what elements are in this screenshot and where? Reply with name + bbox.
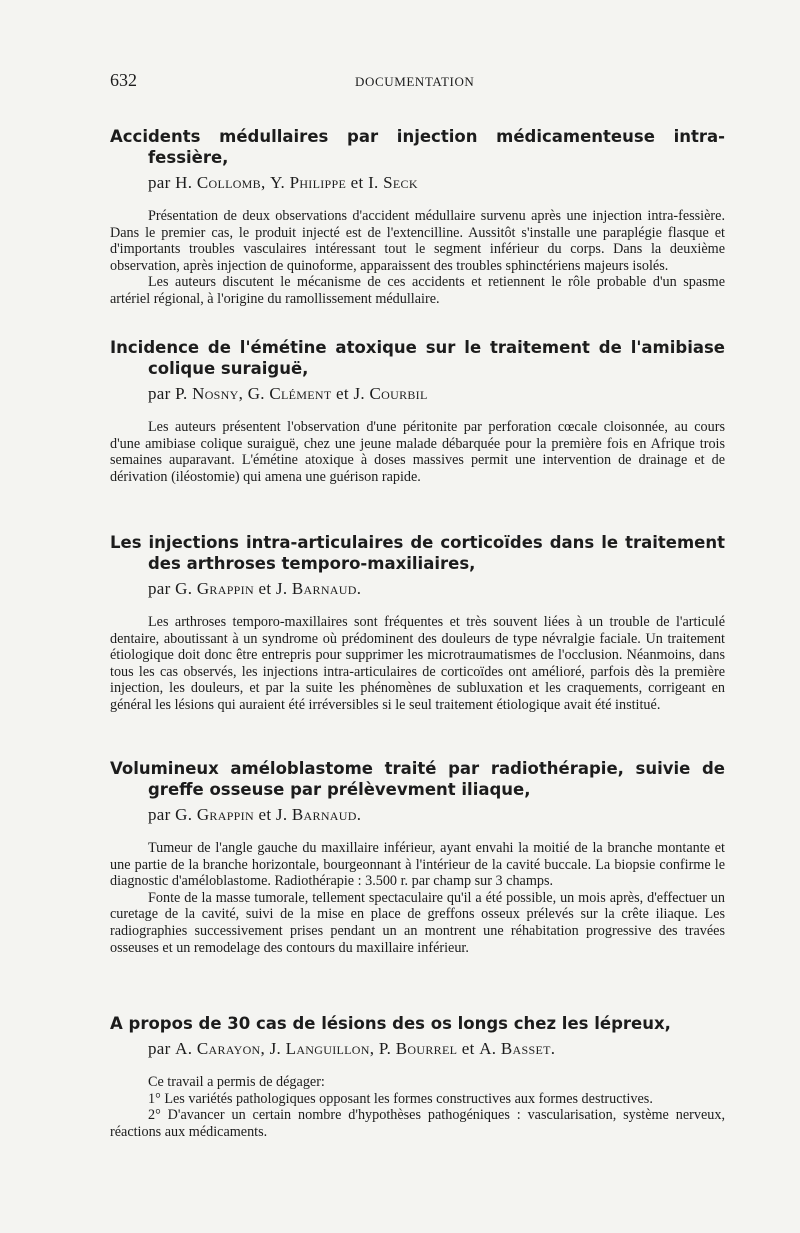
abstract-list-item: 2° D'avancer un certain nombre d'hypothèses pathogéniques : vascularisation, système nerveux, réactions aux médicaments. [110,1107,725,1140]
abstract-paragraph: Ce travail a permis de dégager: [148,1074,325,1090]
article-title: Incidence de l'émétine atoxique sur le traitement de l'amibiase colique suraiguë, [110,338,725,378]
abstract-list-item: 1° Les variétés pathologiques opposant les formes constructives aux formes destructives. [148,1090,653,1107]
abstract-paragraph: Fonte de la masse tumorale, tellement spectaculaire qu'il a été possible, un mois après, d'effectuer un curetage de la cavité, suivi de la mise en place de greffons osseux prélevés sur la crête iliaque. Les radiographies successivement prises pendant un an montrent une réhabitation progressive des travées osseuses et un remodelage des contours du maxillaire inférieur. [110,889,725,956]
article-authors: par G. Grappin et J. Barnaud. [148,579,362,598]
abstract-paragraph: Les arthroses temporo-maxillaires sont fréquentes et très souvent liées à un trouble de l'articulé dentaire, aboutissant à un syndrome où prédominent des douleurs de type névralgie faciale. Un traitement étiologique doit donc être entrepris pour supprimer les microtraumatismes de l'occlusion. Néanmoins, dans tous les cas observés, les injections intra-articulaires de corticoïdes ont amélioré, parfois dès la première injection, les douleurs, et par la suite les phénomènes de subluxation et les craquements, corrigeant en général les lésions qui auraient été irréversibles si le seul traitement étiologique avait été institué. [110,614,725,713]
page-header [110,70,680,94]
abstract-paragraph: Tumeur de l'angle gauche du maxillaire inférieur, ayant envahi la moitié de la branche montante et une partie de la branche horizontale, bourgeonnant à l'intérieur de la cavité buccale. La biopsie confirme le diagnostic d'améloblastome. Radiothérapie : 3.500 r. par champ sur 3 champs. [110,840,725,890]
article-4 [110,758,725,956]
article-title: Les injections intra-articulaires de corticoïdes dans le traitement des arthroses temporo-maxiliaires, [110,533,725,573]
abstract-paragraph: Les auteurs discutent le mécanisme de ces accidents et retiennent le rôle probable d'un spasme artériel régional, à l'origine du ramollissement médullaire. [110,274,725,307]
article-abstract [110,840,725,956]
running-head: DOCUMENTATION [355,74,475,89]
article-abstract [110,614,725,714]
article-2 [110,337,725,485]
article-title: A propos de 30 cas de lésions des os longs chez les lépreux, [110,1014,671,1033]
article-title: Accidents médullaires par injection médicamenteuse intra-fessière, [110,127,725,167]
article-abstract [110,419,725,485]
article-5 [110,1013,725,1140]
article-authors: par A. Carayon, J. Languillon, P. Bourrel et A. Basset. [148,1039,556,1058]
abstract-paragraph: Présentation de deux observations d'accident médullaire survenu après une injection intra-fessière. Dans le premier cas, le produit injecté est de l'extencilline. Aussitôt s'installe une paraplégie flasque et d'importants troubles vasculaires intéressant tout le segment inférieur du corps. Dans la deuxième observation, après injection de quinoforme, apparaissent des troubles sphinctériens majeurs isolés. [110,208,725,274]
article-title: Volumineux améloblastome traité par radiothérapie, suivie de greffe osseuse par prélèvevment iliaque, [110,759,725,799]
article-authors: par P. Nosny, G. Clément et J. Courbil [148,384,428,403]
article-abstract [110,1074,725,1140]
article-3 [110,532,725,714]
article-authors: par G. Grappin et J. Barnaud. [148,805,362,824]
page-number: 632 [110,70,137,90]
article-abstract [110,208,725,308]
abstract-paragraph: Les auteurs présentent l'observation d'une péritonite par perforation cœcale cloisonnée, au cours d'une amibiase colique suraiguë, chez une jeune malade débarquée pour la première fois en Afrique trois semaines auparavant. L'émétine atoxique à doses massives permit une intervention de drainage et de dérivation (iléostomie) qui amena une guérison rapide. [110,419,725,485]
article-authors: par H. Collomb, Y. Philippe et I. Seck [148,173,418,192]
article-1 [110,126,725,308]
